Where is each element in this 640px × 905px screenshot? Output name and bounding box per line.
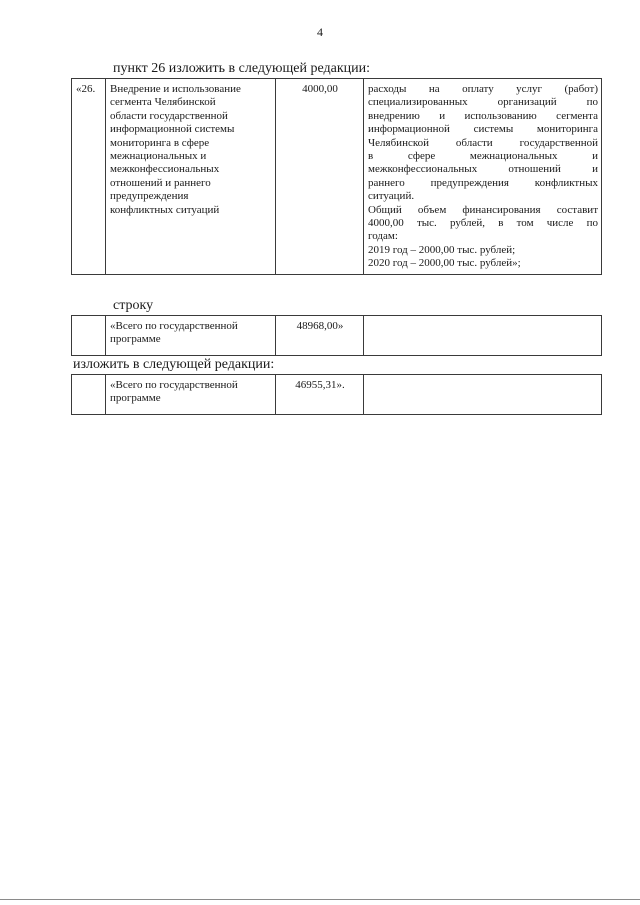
cell-amount: 48968,00» (276, 316, 364, 356)
name-line: области государственной (110, 109, 228, 122)
name-line: мониторинга в сфере (110, 136, 210, 149)
cell-amount: 4000,00 (276, 79, 364, 275)
heading-item-26: пункт 26 изложить в следующей редакции: (113, 61, 370, 76)
table-row (72, 375, 602, 415)
name-line: Внедрение и использование (110, 83, 241, 95)
page-bottom-edge (0, 899, 640, 900)
desc-line: расходы на оплату услуг (работ) (368, 83, 598, 95)
cell-number (72, 316, 106, 356)
name-line: информационной системы (110, 123, 235, 136)
table-row (72, 79, 602, 275)
heading-row-new: изложить в следующей редакции: (73, 357, 275, 372)
cell-description (364, 375, 602, 415)
table-total-old (71, 315, 602, 356)
desc-line: раннего предупреждения конфликтных (368, 176, 598, 189)
desc-line: 2020 год – 2000,00 тыс. рублей»; (368, 257, 521, 270)
name-line: межконфессиональных (110, 163, 220, 176)
heading-row-old: строку (113, 298, 154, 313)
cell-name: «Всего по государственной программе (106, 316, 276, 356)
desc-line: Общий объем финансирования составит (368, 203, 598, 216)
table-row (72, 316, 602, 356)
desc-line: внедрению и использованию сегмента (368, 109, 598, 122)
name-line: межнациональных и (110, 150, 207, 163)
cell-description (364, 316, 602, 356)
desc-line: годам: (368, 230, 398, 243)
cell-name (106, 79, 276, 275)
name-line: сегмента Челябинской (110, 96, 216, 109)
name-line: предупреждения (110, 190, 189, 203)
table-total-new (71, 374, 602, 415)
table-item-26 (71, 78, 602, 275)
cell-number: «26. (72, 79, 106, 275)
desc-line: 4000,00 тыс. рублей, в том числе по (368, 217, 598, 230)
desc-line: 2019 год – 2000,00 тыс. рублей; (368, 243, 516, 256)
desc-line: специализированных организаций по (368, 96, 598, 109)
desc-line: в сфере межнациональных и (368, 150, 598, 163)
cell-amount: 46955,31». (276, 375, 364, 415)
cell-description (364, 79, 602, 275)
desc-line: информационной системы мониторинга (368, 123, 598, 136)
name-line: конфликтных ситуаций (110, 203, 220, 216)
desc-line: межконфессиональных отношений и (368, 163, 598, 176)
cell-name: «Всего по государственной программе (106, 375, 276, 415)
desc-line: Челябинской области государственной (368, 136, 598, 149)
page-number: 4 (317, 25, 323, 39)
cell-number (72, 375, 106, 415)
name-line: отношений и раннего (110, 176, 211, 189)
desc-line: ситуаций. (368, 190, 415, 203)
